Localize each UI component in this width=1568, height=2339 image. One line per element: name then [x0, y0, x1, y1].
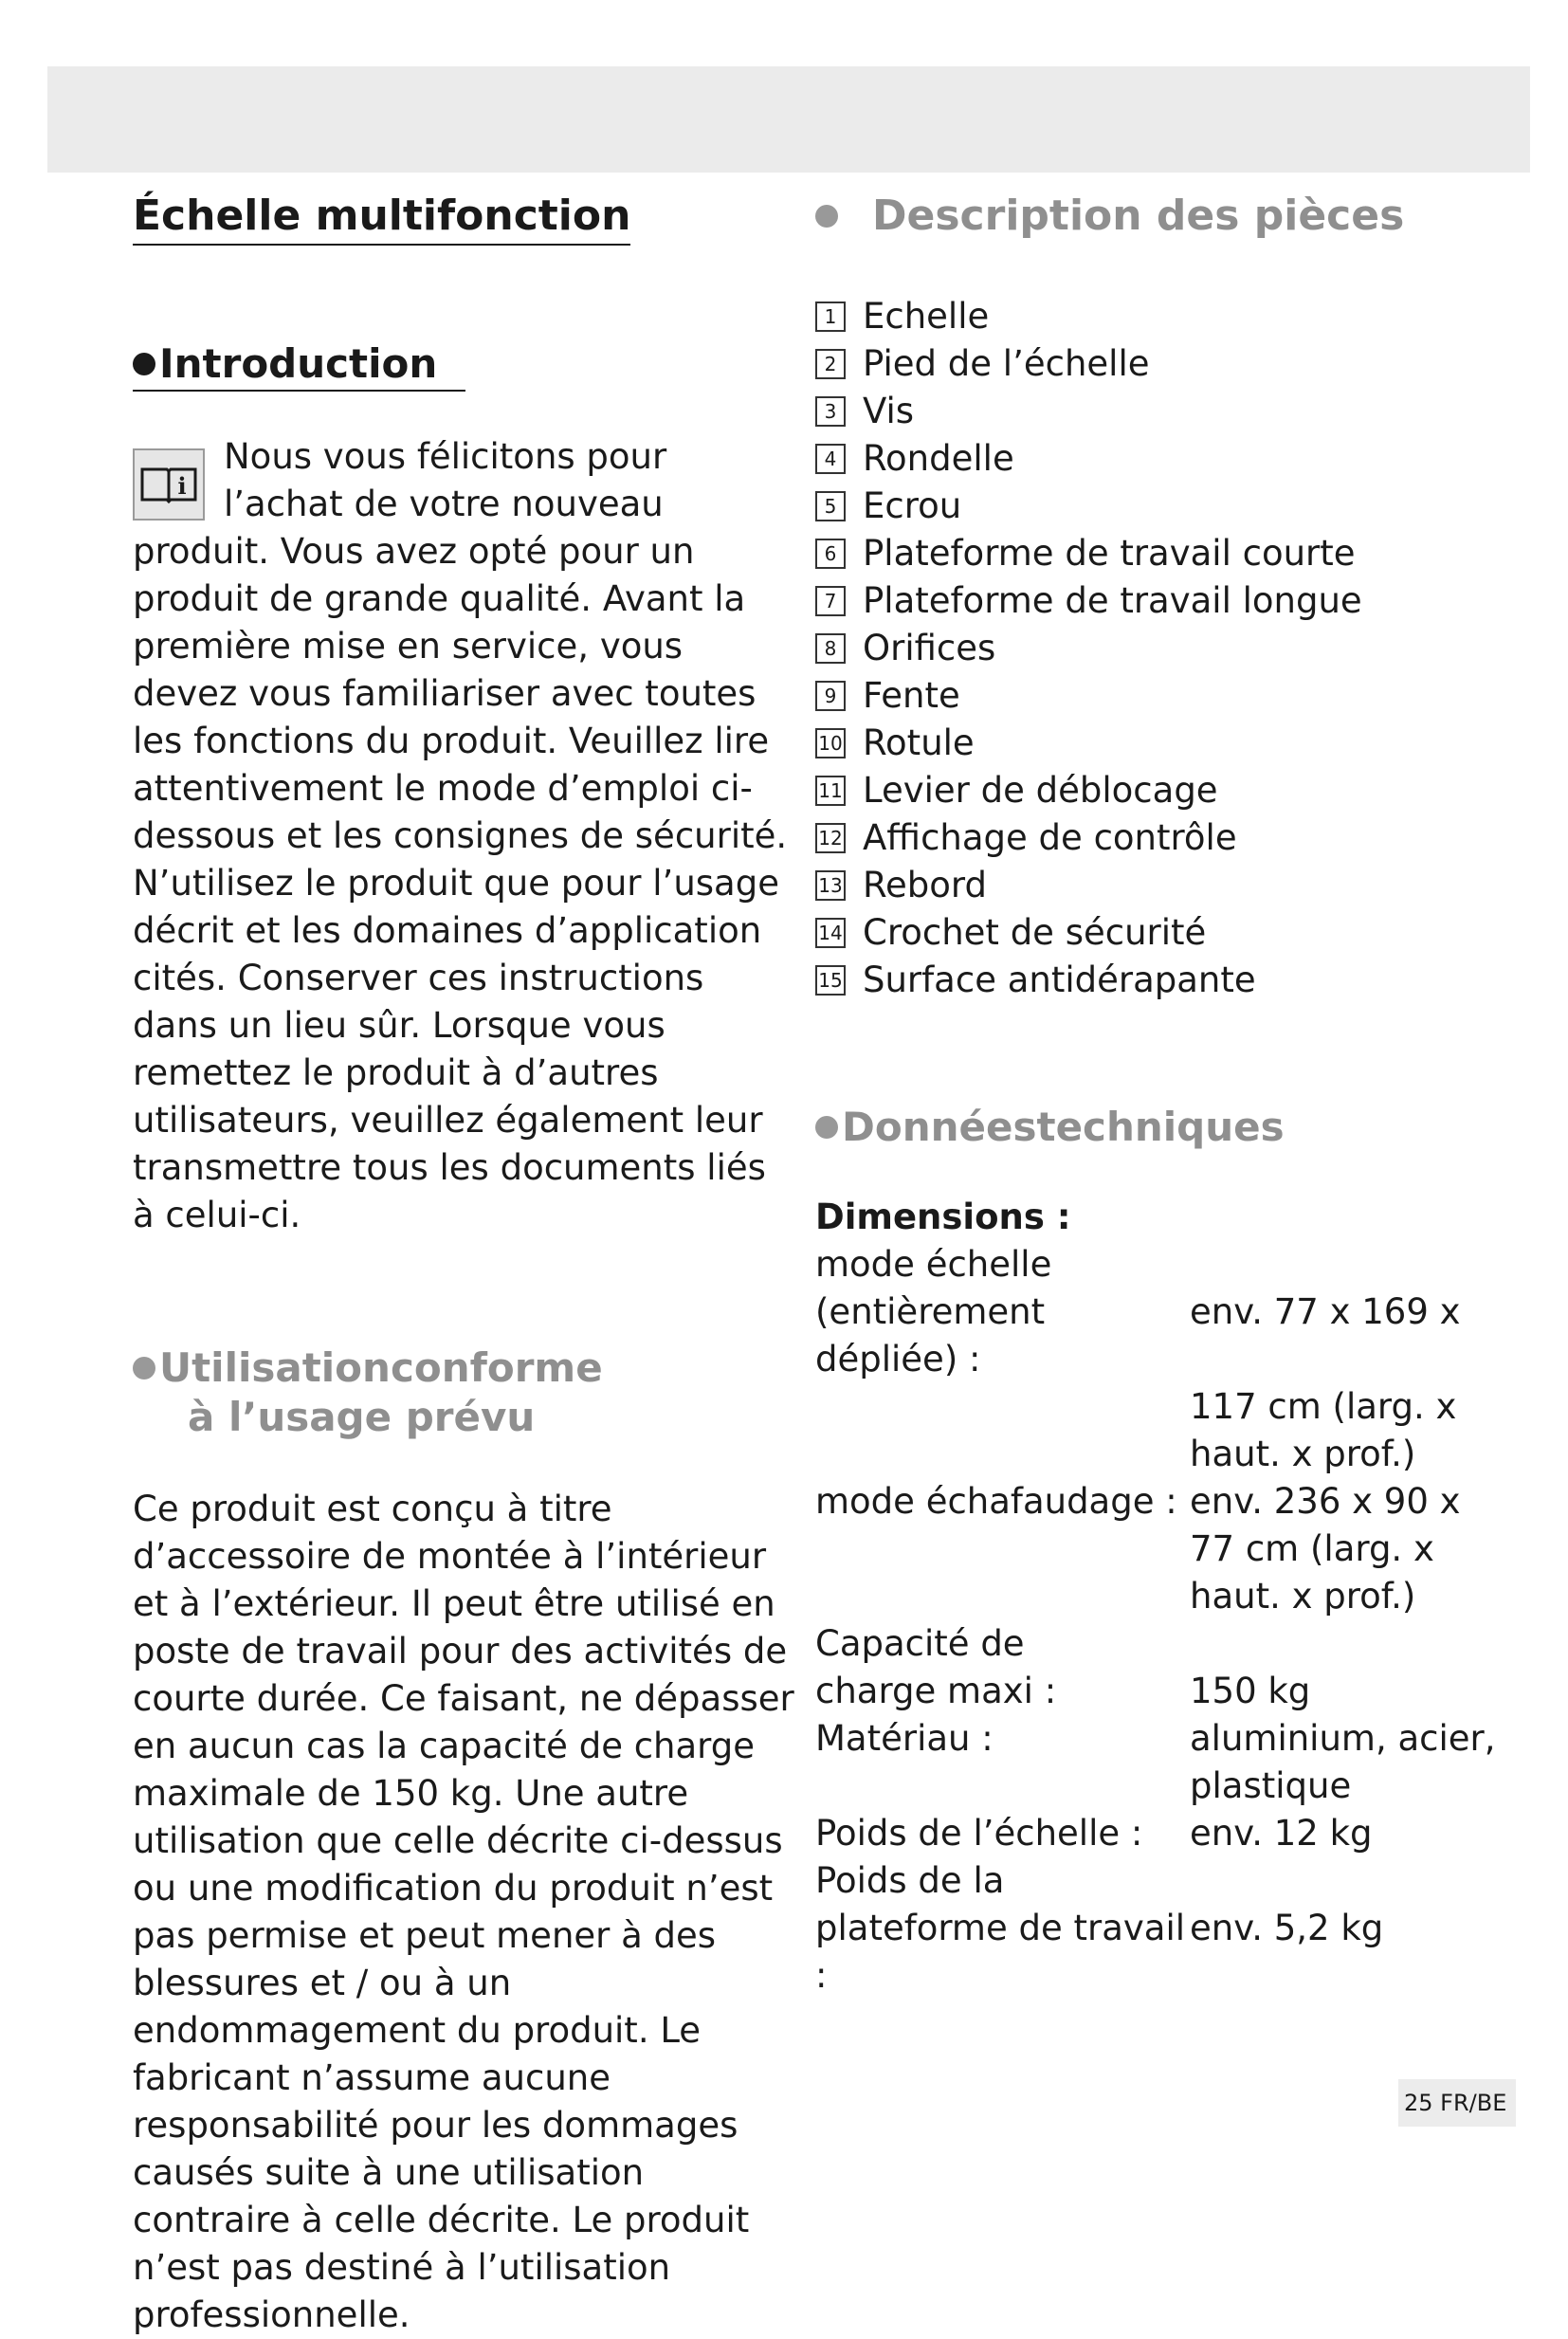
- intended-use-heading: [133, 1343, 796, 1442]
- part-label: Rondelle: [863, 437, 1014, 479]
- part-number: 1: [815, 302, 846, 332]
- header-band: [47, 66, 1530, 173]
- spec-value: [1190, 1620, 1498, 1668]
- spec-label: mode échafaudage :: [815, 1480, 1177, 1522]
- spec-value: [1190, 1857, 1498, 1905]
- spec-label: Capacité de: [815, 1622, 1025, 1664]
- part-number: 11: [815, 776, 846, 806]
- part-number: 4: [815, 444, 846, 474]
- spec-label: Poids de l’échelle :: [815, 1812, 1143, 1854]
- spec-row: [815, 1431, 1498, 1478]
- part-label: Echelle: [863, 295, 990, 337]
- spec-row: [815, 1857, 1498, 1905]
- spec-label: [815, 1383, 1190, 1431]
- intended-use-heading-line2: à l’usage prévu: [188, 1394, 536, 1441]
- part-label: Rotule: [863, 722, 975, 763]
- spec-value: haut. x prof.): [1190, 1575, 1416, 1617]
- left-column: [133, 180, 796, 2339]
- spec-row: [815, 1668, 1498, 1715]
- parts-list: [815, 293, 1498, 1004]
- dimensions-heading: Dimensions :: [815, 1196, 1071, 1237]
- part-number: 12: [815, 823, 846, 853]
- parts-heading: [815, 192, 1498, 242]
- spec-row: [815, 1715, 1498, 1763]
- part-number: 13: [815, 870, 846, 901]
- bullet-icon: [133, 353, 155, 375]
- spec-value: [1190, 1241, 1498, 1288]
- spec-row: [815, 1478, 1498, 1526]
- part-number: 8: [815, 633, 846, 664]
- list-item: [815, 625, 1498, 672]
- svg-text:i: i: [177, 472, 187, 501]
- list-item: [815, 672, 1498, 720]
- introduction-heading-text: Introduction: [159, 339, 438, 387]
- list-item: [815, 293, 1498, 340]
- part-number: 10: [815, 728, 846, 758]
- part-label: Pied de l’échelle: [863, 342, 1150, 384]
- spec-label: [815, 1526, 1190, 1573]
- bullet-icon: [815, 205, 838, 228]
- part-label: Ecrou: [863, 484, 962, 526]
- spec-label: [815, 1431, 1190, 1478]
- spec-label: Poids de la: [815, 1859, 1005, 1901]
- introduction-paragraph: Nous vous félicitons pour l’achat de votre nouveau produit. Vous avez opté pour un produit de grande qualité. Avant la première mise en service, vous devez vous familiariser avec toutes les fonctions du produit. Veuillez lire attentivement le mode d’emploi ci-dessous et les consignes de sécurité. N’utilisez le produit que pour l’usage décrit et les domaines d’application cités. Conserver ces instructions dans un lieu sûr. Lorsque vous remettez le produit à d’autres utilisateurs, veuillez également leur transmettre tous les documents liés à celui-ci.: [133, 436, 788, 1236]
- spec-row: [815, 1526, 1498, 1573]
- page-number: 25 FR/BE: [1398, 2079, 1516, 2127]
- introduction-section: [133, 433, 796, 1239]
- parts-heading-text: Description des pièces: [872, 192, 1405, 240]
- list-item: [815, 483, 1498, 530]
- spec-value: 117 cm (larg. x: [1190, 1385, 1457, 1427]
- spec-label: plateforme de travail :: [815, 1907, 1186, 1996]
- spec-value: env. 12 kg: [1190, 1812, 1373, 1854]
- spec-label: (entièrement dépliée) :: [815, 1290, 1046, 1380]
- part-label: Fente: [863, 674, 960, 716]
- spec-value: env. 5,2 kg: [1190, 1907, 1384, 1948]
- technical-data-heading-text: Donnéestechniques: [842, 1103, 1285, 1150]
- part-number: 3: [815, 396, 846, 427]
- spec-label: [815, 1573, 1190, 1620]
- spec-row: [815, 1241, 1498, 1288]
- part-label: Orifices: [863, 627, 996, 668]
- part-number: 15: [815, 965, 846, 996]
- technical-data-heading: [815, 1103, 1498, 1152]
- spec-label: Matériau :: [815, 1717, 994, 1759]
- part-label: Affichage de contrôle: [863, 816, 1237, 858]
- list-item: [815, 577, 1498, 625]
- list-item: [815, 767, 1498, 814]
- spec-label: [815, 1763, 1190, 1810]
- spec-row: [815, 1905, 1498, 2000]
- list-item: [815, 530, 1498, 577]
- introduction-heading: [133, 340, 465, 392]
- part-label: Plateforme de travail longue: [863, 579, 1362, 621]
- list-item: [815, 435, 1498, 483]
- list-item: [815, 862, 1498, 909]
- bullet-icon: [815, 1116, 838, 1139]
- list-item: [815, 388, 1498, 435]
- part-label: Plateforme de travail courte: [863, 532, 1356, 574]
- document-title: Échelle multifonction: [133, 192, 630, 246]
- list-item: [815, 909, 1498, 957]
- spec-row: [815, 1383, 1498, 1431]
- spec-value: aluminium, acier,: [1190, 1717, 1496, 1759]
- part-number: 9: [815, 681, 846, 711]
- spec-value: plastique: [1190, 1764, 1352, 1806]
- intended-use-paragraph: Ce produit est conçu à titre d’accessoire de montée à l’intérieur et à l’extérieur. Il peut être utilisé en poste de travail pour des activités de courte durée. Ce faisant, ne dépasser en aucun cas la capacité de charge maximale de 150 kg. Une autre utilisation que celle décrite ci-dessus ou une modification du produit n’est pas permise et peut mener à des blessures et / ou à un endommagement du produit. Le fabricant n’assume aucune responsabilité pour les dommages causés suite à une utilisation contraire à celle décrite. Le produit n’est pas destiné à l’utilisation professionnelle.: [133, 1489, 794, 2336]
- bullet-icon: [133, 1357, 155, 1380]
- part-number: 7: [815, 586, 846, 616]
- spec-value: 150 kg: [1190, 1670, 1311, 1711]
- spec-table: [815, 1241, 1498, 2000]
- part-label: Crochet de sécurité: [863, 911, 1207, 953]
- spec-row: [815, 1620, 1498, 1668]
- part-label: Levier de déblocage: [863, 769, 1218, 811]
- part-number: 14: [815, 918, 846, 948]
- spec-row: [815, 1288, 1498, 1383]
- spec-row: [815, 1810, 1498, 1857]
- spec-label: charge maxi :: [815, 1670, 1057, 1711]
- part-number: 6: [815, 539, 846, 569]
- part-label: Rebord: [863, 864, 987, 905]
- spec-row: [815, 1763, 1498, 1810]
- list-item: [815, 720, 1498, 767]
- list-item: [815, 814, 1498, 862]
- info-book-icon: [133, 448, 205, 521]
- part-label: Surface antidérapante: [863, 959, 1256, 1000]
- spec-value: haut. x prof.): [1190, 1433, 1416, 1474]
- part-label: Vis: [863, 390, 915, 431]
- part-number: 5: [815, 491, 846, 521]
- spec-value: env. 77 x 169 x: [1190, 1290, 1461, 1332]
- part-number: 2: [815, 349, 846, 379]
- spec-value: 77 cm (larg. x: [1190, 1527, 1434, 1569]
- right-column: [815, 180, 1498, 2000]
- list-item: [815, 340, 1498, 388]
- spec-label: mode échelle: [815, 1243, 1052, 1285]
- intended-use-heading-line1: Utilisationconforme: [159, 1344, 603, 1392]
- spec-value: env. 236 x 90 x: [1190, 1480, 1461, 1522]
- list-item: [815, 957, 1498, 1004]
- spec-row: [815, 1573, 1498, 1620]
